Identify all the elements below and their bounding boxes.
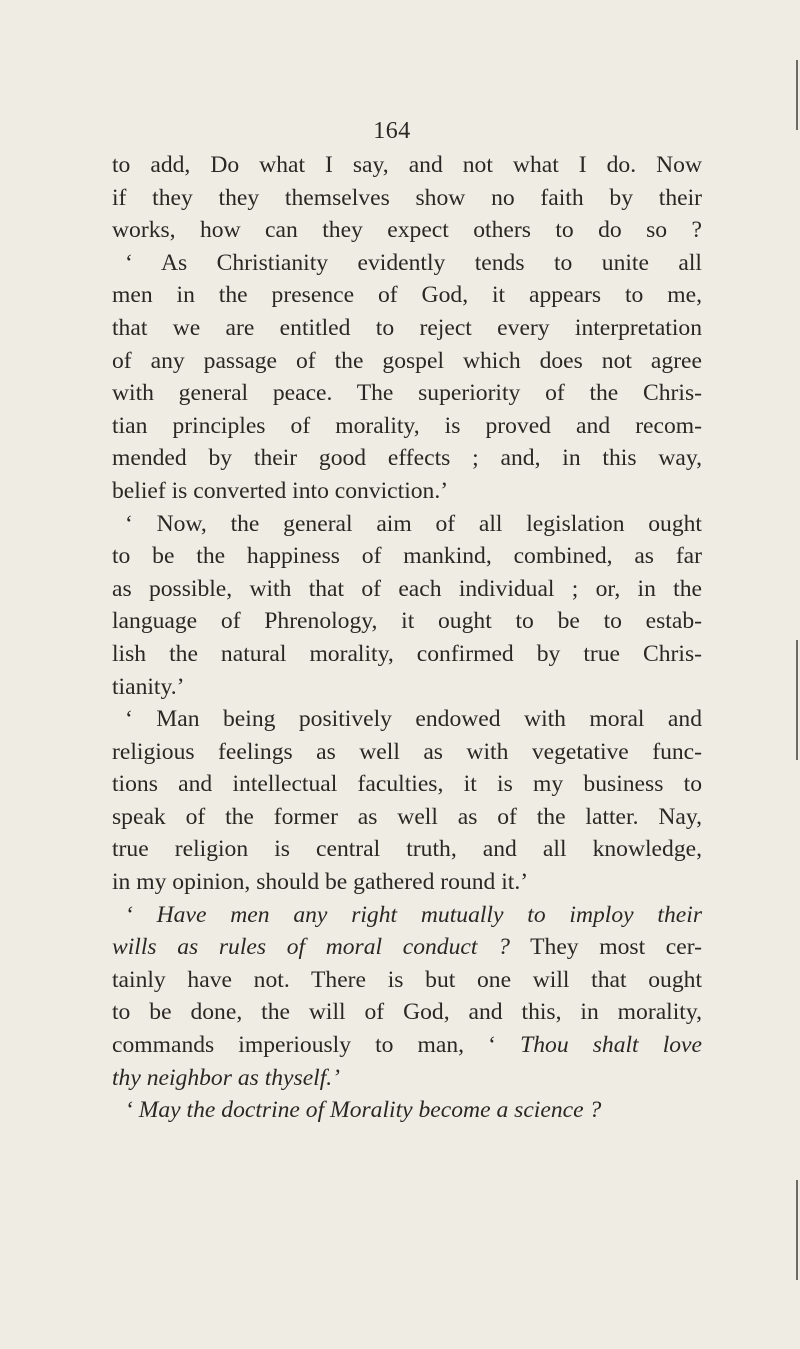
text-line: of any passage of the gospel which does not agree <box>112 347 702 374</box>
italic-phrase: wills as rules of moral conduct ? <box>112 934 510 961</box>
text-line: with general peace. The superiority of the Chris- <box>112 380 702 407</box>
text-line: lish the natural morality, confirmed by true Chris- <box>112 640 702 667</box>
body-text <box>112 149 702 1127</box>
scan-edge-mark <box>796 1180 798 1280</box>
text-line: ‘ May the doctrine of Morality become a science ? <box>124 1097 602 1124</box>
text-line: tainly have not. There is but one will that ought <box>112 966 702 993</box>
italic-phrase: Thou shalt love <box>520 1032 702 1059</box>
text-line: ‘ Man being positively endowed with moral and <box>124 706 702 733</box>
text-line: ‘ As Christianity evidently tends to unite all <box>124 249 702 276</box>
text-line: true religion is central truth, and all knowledge, <box>112 836 702 863</box>
text-line: language of Phrenology, it ought to be to estab- <box>112 608 702 635</box>
text-line: belief is converted into conviction.’ <box>112 477 449 504</box>
text-span: commands imperiously to man, ‘ <box>112 1032 497 1059</box>
text-line: tianity.’ <box>112 673 185 700</box>
text-line: to add, Do what I say, and not what I do. Now <box>112 152 702 178</box>
text-line: tions and intellectual faculties, it is my business to <box>112 771 702 798</box>
scan-edge-mark <box>796 640 798 760</box>
text-line: to be done, the will of God, and this, in morality, <box>112 999 702 1026</box>
text-line: religious feelings as well as with vegetative func- <box>112 738 702 765</box>
text-line: thy neighbor as thyself.’ <box>112 1064 341 1091</box>
text-line <box>112 931 702 964</box>
text-line: to be the happiness of mankind, combined, as far <box>112 543 702 570</box>
text-line: that we are entitled to reject every interpretation <box>112 314 702 341</box>
text-line: mended by their good effects ; and, in this way, <box>112 445 702 472</box>
text-line: men in the presence of God, it appears to me, <box>112 282 702 309</box>
text-line: in my opinion, should be gathered round it.’ <box>112 869 529 896</box>
text-line: tian principles of morality, is proved and recom- <box>112 412 702 439</box>
text-line <box>112 1029 702 1062</box>
page-number: 164 <box>373 118 411 144</box>
text-line: if they they themselves show no faith by their <box>112 184 702 211</box>
text-span: They most cer- <box>530 934 702 961</box>
text-line: works, how can they expect others to do so ? <box>112 217 702 244</box>
text-line: as possible, with that of each individual ; or, in the <box>112 575 702 602</box>
text-line: ‘ Have men any right mutually to imploy their <box>124 901 702 928</box>
text-line: speak of the former as well as of the latter. Nay, <box>112 803 702 830</box>
scan-edge-mark <box>796 60 798 130</box>
text-line: ‘ Now, the general aim of all legislation ought <box>124 510 702 537</box>
